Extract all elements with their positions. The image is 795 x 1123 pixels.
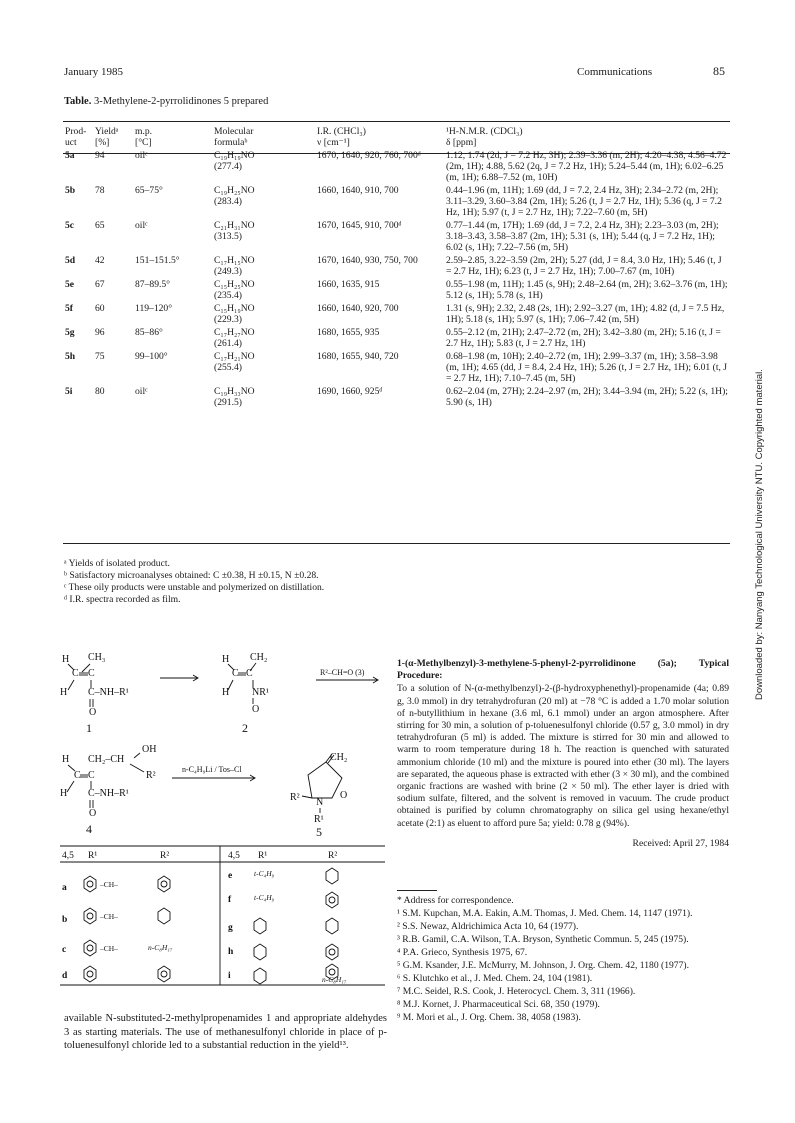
reference-item: ⁷ M.C. Seidel, R.S. Cook, J. Heterocycl. Chem. 3, 311 (1966). [397,986,636,997]
column-header-line: m.p. [135,126,153,137]
compound-2-label: 2 [242,721,248,735]
product-id: 5e [65,279,75,290]
reference-item: ² S.S. Newaz, Aldrichimica Acta 10, 64 (1977). [397,921,579,932]
mp-cell: oilᶜ [135,386,148,397]
mp-cell: 65–75° [135,185,163,196]
formula-cell [212,351,315,386]
formula: C₁₉H₂₅NO [214,185,255,196]
mp-cell: oilᶜ [135,220,148,231]
scheme-atom: CH₂ [250,652,268,663]
mp-cell: 85–86° [135,327,163,338]
mp-cell: 87–89.5° [135,279,171,290]
scheme-atom: H [62,754,70,765]
table-footnotes [64,558,324,606]
table-column-header [444,126,730,150]
molecular-weight: (283.4) [214,196,242,207]
received-date: Received: April 27, 1984 [632,837,729,849]
sidebar-watermark [742,300,765,800]
product-id: 5i [65,386,73,397]
reference-item: ⁴ P.A. Grieco, Synthesis 1975, 67. [397,947,528,958]
formula-cell [212,327,315,351]
scheme-atom: CH₂ [330,752,348,763]
scheme-atom: OH [142,744,157,755]
scheme-atom: C [232,668,239,679]
procedure [397,658,729,850]
subst-ch: –CH– [100,944,118,953]
yield-cell: 65 [95,220,105,231]
scheme-atom: H [222,654,230,665]
procedure-title: 1-(α-Methylbenzyl)-3-methylene-5-phenyl-2-pyrrolidinone (5a); Typical Procedure: [397,658,729,682]
yield-cell: 80 [95,386,105,397]
reference-item: ⁶ S. Klutchko et al., J. Med. Chem. 24, 104 (1981). [397,973,593,984]
table-column-header [63,126,93,150]
column-header-line: uct [65,137,77,148]
table-row [63,150,730,185]
footnote: ᵈ I.R. spectra recorded as film. [64,594,181,605]
ir-cell: 1660, 1635, 915 [317,279,380,290]
phenyl-ring-icon [84,966,96,982]
yield-cell: 67 [95,279,105,290]
mp-cell: 151–151.5° [135,255,180,266]
ir-cell: 1660, 1640, 920, 700 [317,303,399,314]
entry-label: i [228,971,231,981]
phenyl-ring-icon [84,908,96,924]
table-row [63,351,730,386]
formula-cell [212,255,315,279]
molecular-weight: (313.5) [214,231,242,242]
scheme-atom: H [60,687,68,698]
entry-label: a [62,883,67,893]
scheme-atom: C [88,668,95,679]
column-header-line: ν [cm⁻¹] [317,137,350,148]
nmr-cell: 1.31 (s, 9H); 2.32, 2.48 (2s, 1H); 2.92–3.27 (m, 1H); 4.82 (d, J = 7.5 Hz, 1H); 5.18 (s, 1H); 5.97 (s, 1H); 7.06–7.42 (m, 5H) [446,303,725,325]
subst-table-header: R¹ [88,851,98,861]
column-header-line: [%] [95,137,110,148]
refs-rule [397,890,437,891]
compound-4-label: 4 [86,822,92,836]
scheme-atom: CH₃ [88,652,106,663]
ir-cell: 1660, 1640, 910, 700 [317,185,399,196]
product-id: 5a [65,150,75,161]
scheme-atom: H [222,687,230,698]
table-row [63,279,730,303]
nmr-cell: 0.55–2.12 (m, 21H); 2.47–2.72 (m, 2H); 3.42–3.80 (m, 2H); 5.16 (t, J = 2.7 Hz, 1H); 5.83 (t, J = 2.7 Hz, 1H) [446,327,721,349]
phenyl-ring-icon [326,944,338,960]
table-row [63,327,730,351]
body-text-continuation: available N-substituted-2-methylpropenamides 1 and appropriate aldehydes 3 as starting materials. The use of methanesulfonyl chloride in place of p-toluenesulfonyl chloride led to a substantial reduction in the yield¹³. [64,1013,387,1051]
subst-noct: n-C₈H₁₇ [322,975,347,984]
column-header-line: I.R. (CHCl₃) [317,126,366,137]
column-header-line: [°C] [135,137,152,148]
ir-cell: 1690, 1660, 925ᵈ [317,386,383,397]
subst-table-header: R² [328,851,338,861]
subst-ch: –CH– [100,880,118,889]
mp-cell: oilᶜ [135,150,148,161]
scheme-atom: C [72,668,79,679]
formula-cell [212,185,315,220]
table-column-header [212,126,315,150]
entry-label: h [228,947,234,957]
footnote: ᵃ Yields of isolated product. [64,558,170,569]
table-column-header [315,126,444,150]
scheme-atom: O [252,704,260,715]
scheme-atom: R² [290,792,300,803]
subst-table-header: R² [160,851,170,861]
table-caption [64,96,268,107]
reference-item: ⁸ M.J. Kornet, J. Pharmaceutical Sci. 68, 350 (1979). [397,999,600,1010]
molecular-weight: (261.4) [214,338,242,349]
entry-label: c [62,945,67,955]
yield-cell: 78 [95,185,105,196]
scheme-atom: C [74,770,81,781]
nmr-cell: 0.68–1.98 (m, 10H); 2.40–2.72 (m, 1H); 2.99–3.37 (m, 1H); 3.58–3.98 (m, 1H); 4.65 (dd, J = 8.4, 2.4 Hz, 1H); 5.26 (t, J = 2.7 Hz, 1H); 6.01 (t, J = 2.7 Hz, 1H); 7.10–7.45 (m, 5H) [446,351,728,384]
cyclohexyl-ring-icon [326,868,338,884]
scheme-atom: CH₂–CH [88,754,125,765]
nmr-cell: 0.55–1.98 (m, 11H); 1.45 (s, 9H); 2.48–2.64 (m, 2H); 3.62–3.76 (m, 1H); 5.12 (s, 1H); 5.78 (s, 1H) [446,279,728,301]
ir-cell: 1670, 1640, 920, 760, 700ᵈ [317,150,421,161]
reference-item: ³ R.B. Gamil, C.A. Wilson, T.A. Bryson, Synthetic Commun. 5, 245 (1975). [397,934,689,945]
scheme-atom: C–NH–R¹ [88,687,129,698]
scheme-atom: C [88,770,95,781]
column-header-line: formulaᵇ [214,137,248,148]
phenyl-ring-icon [158,966,170,982]
footnote: ᵇ Satisfactory microanalyses obtained: C ±0.38, H ±0.15, N ±0.28. [64,570,319,581]
formula-cell [212,303,315,327]
subst-noct: n-C₈H₁₇ [148,943,173,952]
yield-cell: 75 [95,351,105,362]
formula: C₂₁H₃₁NO [214,220,255,231]
yield-cell: 96 [95,327,105,338]
references [397,895,729,1025]
cyclohexyl-ring-icon [158,908,170,924]
formula: C₁₇H₂₁NO [214,351,255,362]
mp-cell: 119–120° [135,303,173,314]
reagent-aldehyde: R²–CH=O (3) [320,668,365,677]
formula: C₁₉H₁₉NO [214,150,255,161]
ir-cell: 1670, 1640, 930, 750, 700 [317,255,418,266]
table-caption-label: Table. [64,96,92,107]
products-table [63,126,730,410]
scheme-atom: O [340,790,348,801]
page-number: 85 [713,64,725,78]
nmr-cell: 2.59–2.85, 3.22–3.59 (2m, 2H); 5.27 (dd, J = 8.4, 3.0 Hz, 1H); 5.46 (t, J = 2.7 Hz, 1H); 6.23 (t, J = 2.7 Hz, 1H); 7.00–7.67 (m, 10H) [446,255,722,277]
scheme-atom: R² [146,770,156,781]
column-header-line: Yieldᵃ [95,126,119,137]
cyclohexyl-ring-icon [254,944,266,960]
product-id: 5g [65,327,75,338]
scheme-atom: O [89,808,97,819]
reagent-base: n-C₄H₉Li / Tos–Cl [182,765,242,774]
molecular-weight: (277.4) [214,161,242,172]
product-id: 5b [65,185,76,196]
entry-label: e [228,871,233,881]
compound-5-label: 5 [316,825,322,839]
phenyl-ring-icon [158,876,170,892]
entry-label: g [228,923,233,933]
molecular-weight: (229.3) [214,314,242,325]
entry-label: b [62,915,68,925]
table-column-header [93,126,133,150]
molecular-weight: (235.4) [214,290,242,301]
entry-label: f [228,895,232,905]
nmr-cell: 1.12, 1.74 (2d, J = 7.2 Hz, 3H); 2.39–3.36 (m, 2H); 4.20–4.38, 4.56–4.72 (2m, 1H); 4.88, 5.62 (2q, J = 7.2 Hz, 1H); 5.24–5.44 (m, 1H); 6.02–6.25 (m, 1H); 6.88–7.52 (m, 10H) [446,150,727,183]
formula: C₁₉H₃₃NO [214,386,255,397]
product-id: 5f [65,303,73,314]
yield-cell: 42 [95,255,105,266]
reference-item: * Address for correspondence. [397,895,514,906]
table-header-row [63,126,730,150]
scheme-atom: NR¹ [252,687,269,698]
ir-cell: 1680, 1655, 935 [317,327,380,338]
formula-cell [212,279,315,303]
table-row [63,185,730,220]
formula: C₁₅H₁₉NO [214,303,255,314]
cyclohexyl-ring-icon [254,968,266,984]
column-header-line: Molecular [214,126,254,137]
scheme-atom: R¹ [314,814,324,825]
subst-ch: –CH– [100,912,118,921]
nmr-cell: 0.44–1.96 (m, 11H); 1.69 (dd, J = 7.2, 2.4 Hz, 3H); 2.34–2.72 (m, 2H); 3.11–3.29, 3.60–3.84 (2m, 1H); 5.26 (t, J = 2.7 Hz, 1H); 5.36 (q, J = 7.2 Hz, 1H); 5.97 (t, J = 2.7 Hz, 1H); 7.22–7.60 (m, 5H) [446,185,722,218]
reference-item: ¹ S.M. Kupchan, M.A. Eakin, A.M. Thomas, J. Med. Chem. 14, 1147 (1971). [397,908,693,919]
mp-cell: 99–100° [135,351,168,362]
molecular-weight: (249.3) [214,266,242,277]
column-header-line: δ [ppm] [446,137,477,148]
nmr-cell: 0.62–2.04 (m, 27H); 2.24–2.97 (m, 2H); 3.44–3.94 (m, 2H); 5.22 (s, 1H); 5.90 (s, 1H) [446,386,728,408]
table-caption-text: 3-Methylene-2-pyrrolidinones 5 prepared [91,96,269,107]
scheme-atom: H [62,654,70,665]
nmr-cell: 0.77–1.44 (m, 17H); 1.69 (dd, J = 7.2, 2.4 Hz, 3H); 2.23–3.03 (m, 2H); 3.18–3.43, 3.58–3.87 (2m, 1H); 5.31 (s, 1H); 5.44 (q, J = 7.2 Hz, 1H); 6.02 (s, 1H); 7.22–7.56 (m, 5H) [446,220,719,253]
column-header-line: Prod- [65,126,87,137]
scheme-atom: O [89,707,97,718]
formula-cell [212,386,315,410]
scheme-atom: C [246,668,253,679]
subst-tbu: t-C₄H₉ [254,869,275,878]
table-row [63,303,730,327]
product-id: 5d [65,255,76,266]
subst-table-header: 4,5 [228,851,240,861]
scheme-atom: C–NH–R¹ [88,788,129,799]
subst-tbu: t-C₄H₉ [254,893,275,902]
table-top-rule [63,121,730,122]
formula: C₁₇H₂₇NO [214,327,255,338]
ir-cell: 1680, 1655, 940, 720 [317,351,399,362]
scheme-atom: N [316,797,324,808]
molecular-weight: (255.4) [214,362,242,373]
entry-label: d [62,971,68,981]
formula: C₁₅H₂₅NO [214,279,255,290]
phenyl-ring-icon [326,892,338,908]
running-header-section: Communications [577,66,653,78]
phenyl-ring-icon [84,940,96,956]
running-header-date: January 1985 [64,66,123,78]
table-row [63,386,730,410]
formula-cell [212,150,315,185]
download-notice: Downloaded by: Nanyang Technological University NTU. Copyrighted material. [754,369,765,700]
reference-item: ⁵ G.M. Ksander, J.E. McMurry, M. Johnson, J. Org. Chem. 42, 1180 (1977). [397,960,689,971]
column-header-line: ¹H-N.M.R. (CDCl₃) [446,126,523,137]
product-id: 5h [65,351,76,362]
table-column-header [133,126,212,150]
scheme-atom: H [60,788,68,799]
yield-cell: 94 [95,150,105,161]
table-row [63,255,730,279]
table-bottom-rule [63,543,730,544]
formula-cell [212,220,315,255]
phenyl-ring-icon [84,876,96,892]
formula: C₁₇H₁₅NO [214,255,255,266]
subst-table-header: R¹ [258,851,268,861]
product-id: 5c [65,220,75,231]
table-row [63,220,730,255]
procedure-body: To a solution of N-(α-methylbenzyl)-2-(β-hydroxyphenethyl)-propenamide (4a; 0.89 g, 3.0 mmol) in dry tetrahydrofuran (20 ml) at −78 °C is added a 1.70 molar solution of n-butyllithium in hexane (3.6 ml, 6.1 mmol) under an argon atmosphere. After stirring for 30 min, a solution of p-toluenesulfonyl chloride (0.57 g, 3.0 mmol) in dry tetrahydrofuran (5 ml) is added. The mixture is stirred for 30 min and allowed to warm to room temperature during 18 h. The reaction is quenched with saturated ammonium chloride (10 ml) and the mixture is poured into ether (30 ml). The layers are separated, the aqueous phase is extracted with ether (3 × 30 ml), and the combined organic fractions are washed with brine (2 × 50 ml). The ether layer is dried with sodium sulfate, filtered, and the solvent is removed in vacuum. The crude product obtained is purified by column chromatography on silica gel using hexane/ethyl acetate (2:1) as eluent to afford pure 5a; yield: 0.78 g (94%). [397,683,729,829]
ir-cell: 1670, 1645, 910, 700ᵈ [317,220,402,231]
cyclohexyl-ring-icon [254,918,266,934]
reaction-scheme [60,650,385,990]
compound-1-label: 1 [86,721,92,735]
subst-table-header: 4,5 [62,851,74,861]
table-body [63,150,730,410]
reference-item: ⁹ M. Mori et al., J. Org. Chem. 38, 4058 (1983). [397,1012,581,1023]
footnote: ᶜ These oily products were unstable and polymerized on distillation. [64,582,325,593]
molecular-weight: (291.5) [214,397,242,408]
yield-cell: 60 [95,303,105,314]
cyclohexyl-ring-icon [326,918,338,934]
